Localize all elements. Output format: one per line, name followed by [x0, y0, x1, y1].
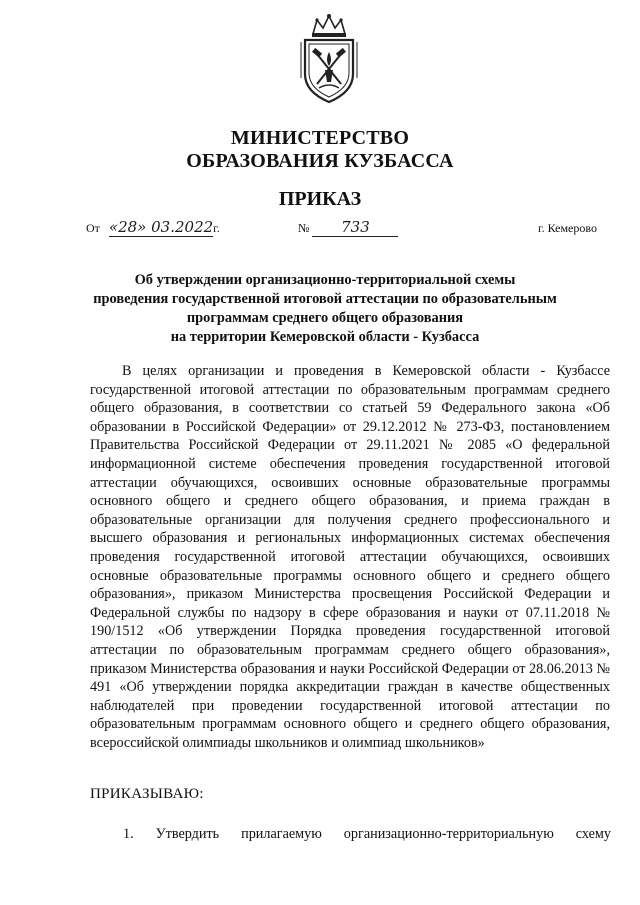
preamble-paragraph — [90, 362, 610, 752]
number-label: № — [298, 221, 310, 235]
date-suffix: г. — [213, 221, 220, 235]
subject-line: программам среднего общего образования — [186, 310, 464, 326]
order-subject — [60, 271, 590, 347]
order-date-block — [86, 218, 220, 237]
kuzbass-coat-of-arms-icon — [295, 12, 363, 106]
from-label: От — [86, 221, 100, 235]
decree-word: ПРИКАЗЫВАЮ: — [90, 786, 204, 802]
subject-line: на территории Кемеровской области - Кузбасса — [170, 329, 480, 345]
ministry-name-line2: ОБРАЗОВАНИЯ КУЗБАССА — [186, 150, 454, 172]
order-item-1: 1. Утвердить прилагаемую организационно-территориальную схему — [123, 826, 611, 842]
order-title: ПРИКАЗ — [278, 188, 362, 210]
order-number-block — [298, 218, 398, 237]
subject-line: проведения государственной итоговой аттестации по образовательным — [93, 291, 557, 307]
ministry-name-line1: МИНИСТЕРСТВО — [230, 127, 410, 149]
preamble-text: В целях организации и проведения в Кемеровской области - Кузбассе государственной итоговой аттестации по образовательным программам среднего общего образования, в соответствии со статьей 59 Федерального закона «Об образовании в Российской Федерации» от 29.12.2012 № 273-ФЗ, постановлением Правительства Российской Федерации от 29.11.2021 № 2085 «О федеральной информационной системе обеспечения проведения государственной итоговой аттестации обучающихся, освоивших основные образовательные программы основного общего и среднего общего образования, и приема граждан в образовательные организации для получения среднего профессионального и высшего образования и региональных информационных системах обеспечения проведения государственной итоговой аттестации обучающихся, освоивших основные образовательные программы основного общего и среднего общего образования», приказом Министерства просвещения Российской Федерации и Федеральной службы по надзору в сфере образования и науки от 07.11.2018 № 190/1512 «Об утверждении Порядка проведения государственной итоговой аттестации по образовательным программам среднего общего образования», приказом Министерства образования и науки Российской Федерации от 28.06.2013 № 491 «Об утверждении порядка аккредитации граждан в качестве общественных наблюдателей при проведении государственной итоговой аттестации по образовательным программам основного общего и среднего общего образования, всероссийской олимпиады школьников и олимпиад школьников» — [90, 363, 610, 751]
subject-line: Об утверждении организационно-территориальной схемы — [134, 272, 516, 288]
order-number-handwritten: 733 — [312, 218, 398, 237]
order-date-handwritten: «28» 03.2022 — [108, 218, 214, 236]
city-label: г. Кемерово — [538, 221, 597, 235]
